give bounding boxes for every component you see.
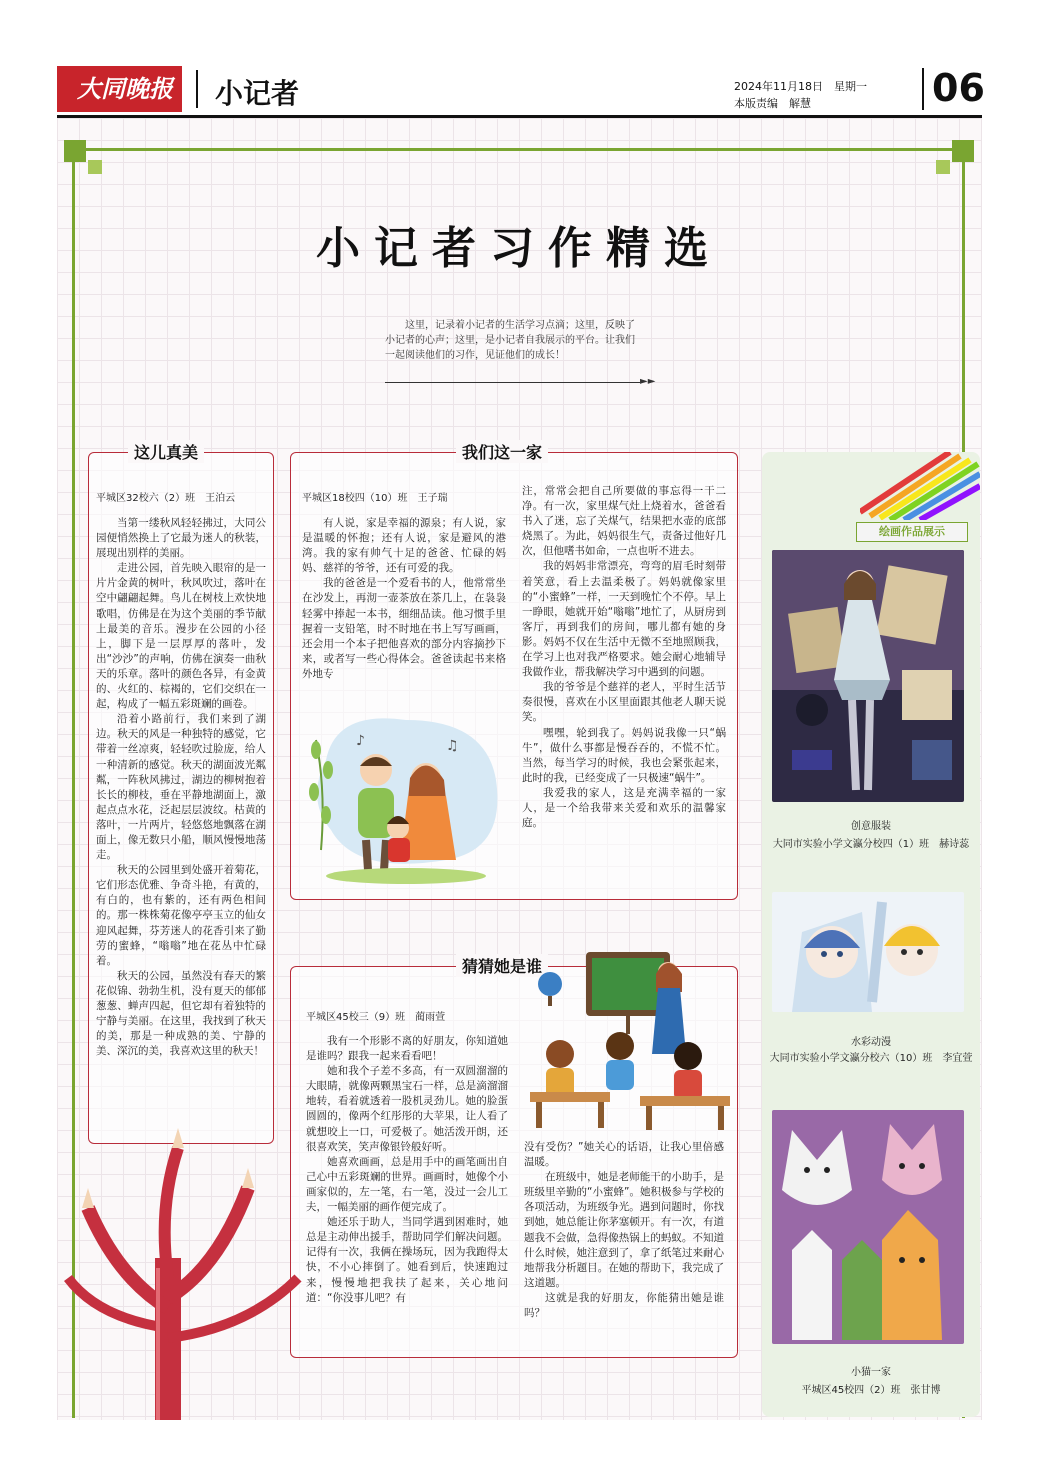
- page-title: 小记者习作精选: [316, 223, 722, 274]
- intro-rule: [385, 382, 640, 383]
- arrow-icon: ►►: [640, 376, 656, 387]
- artwork-title: 创意服装: [851, 821, 891, 832]
- family-illustration: [296, 700, 514, 890]
- paragraph: 沿着小路前行，我们来到了湖边。秋天的风是一种独特的感觉，它带着一丝凉爽，轻轻吹过脸庞，给人一种清新的感觉。秋天的湖面波光粼粼，一阵秋风拂过，湖边的柳树抱着长长的柳枝，垂在平静地湖面上，激起点点水花，泛起层层波纹。枯黄的落叶，一片两片，轻悠悠地飘落在湖面上，像无数只小船，顺风慢慢地荡走。: [96, 713, 266, 862]
- paragraph: 秋天的公园，虽然没有春天的繁花似锦、勃勃生机，没有夏天的郁郁葱葱、蝉声四起，但它却有着独特的宁静与美丽。在这里，我找到了秋天的美，那是一种成熟的美、宁静的美、深沉的美，我喜欢这里的秋天！: [96, 969, 266, 1058]
- artwork-title: 水彩动漫: [851, 1037, 891, 1048]
- article-byline: 平城区32校六（2）班 王泊云: [96, 493, 236, 504]
- paint-stripes-decoration: [860, 452, 980, 520]
- artwork-author: 大同市实验小学文瀛分校四（1）班 赫诗蕊: [772, 839, 970, 850]
- article-byline: 平城区45校三（9）班 蔺雨萱: [306, 1012, 446, 1023]
- section-name: 小记者: [215, 77, 300, 110]
- artwork-title: 小猫一家: [851, 1367, 891, 1378]
- article-body-column: [524, 1140, 724, 1321]
- svg-text:♪: ♪: [356, 733, 365, 749]
- intro-text: 这里，记录着小记者的生活学习点滴；这里，反映了小记者的心声；这里，是小记者自我展示的平台。让我们一起阅读他们的习作，见证他们的成长！: [385, 320, 635, 361]
- paragraph: 我的爷爷是个慈祥的老人，平时生活节奏很慢，喜欢在小区里面跟其他老人聊天说笑。: [522, 681, 726, 724]
- corner-square: [64, 140, 86, 162]
- article-body-column: [302, 516, 506, 682]
- artwork-author: 大同市实验小学文瀛分校六（10）班 李宜萱: [769, 1053, 973, 1064]
- paragraph: 嘿嘿，轮到我了。妈妈说我像一只“蜗牛”，做什么事都是慢吞吞的，不慌不忙。当然，每当学习的时候，我也会紧张起来，此时的我，已经变成了一只极速“蜗牛”。: [522, 726, 726, 784]
- paragraph: 没有受伤？”她关心的话语，让我心里倍感温暖。: [524, 1141, 724, 1169]
- paragraph: 这就是我的好朋友，你能猜出她是谁吗？: [524, 1291, 724, 1320]
- anime-artwork: [772, 892, 964, 1012]
- masthead-divider: [196, 70, 198, 108]
- page-number-divider: [922, 68, 924, 110]
- paragraph: 在班级中，她是老师能干的小助手，是班级里辛勤的“小蜜蜂”。她积极参与学校的各项活动，为班级争光。遇到问题时，你找到她，她总能让你茅塞顿开。有一次，有道题我不会做，急得像热锅上的蚂蚁。不知道什么时候，她注意到了，拿了纸笔过来耐心地帮我分析题目。在她的帮助下，我完成了这道题。: [524, 1171, 724, 1289]
- paragraph: 我的爸爸是一个爱看书的人，他常常坐在沙发上，再沏一壶茶放在茶几上，在袅袅轻雾中捧起一本书，细细品读。他习惯手里握着一支铅笔，时不时地在书上写写画画，还会用一个本子把他喜欢的部分内容摘抄下来，或者写一些心得体会。爸爸读起书来格外地专: [302, 577, 506, 680]
- article-title: 猜猜她是谁: [456, 954, 548, 977]
- paragraph: 她还乐于助人，当同学遇到困难时，她总是主动伸出援手，帮助同学们解决问题。记得有一次，我俩在操场玩，因为我跑得太快，不小心摔倒了。她看到后，快速跑过来，慢慢地把我扶了起来，关心地问道：“你没事儿吧？有: [306, 1216, 508, 1304]
- paragraph: 秋天的公园里到处盛开着菊花，它们形态优雅、争奇斗艳，有黄的，有白的，也有紫的，还有两色相间的。那一株株菊花像亭亭玉立的仙女迎风起舞，芬芳迷人的花香引来了勤劳的蜜蜂，“嗡嗡”地在花丛中忙碌着。: [96, 864, 266, 967]
- paragraph: 她喜欢画画，总是用手中的画笔画出自己心中五彩斑斓的世界。画画时，她像个小画家似的，左一笔，右一笔，没过一会儿工夫，一幅美丽的画作便完成了。: [306, 1155, 508, 1214]
- paragraph: 我有一个形影不离的好朋友，你知道她是谁吗？跟我一起来看看吧！: [306, 1035, 508, 1063]
- article-body-column: [522, 484, 726, 831]
- classroom-illustration: [520, 944, 746, 1134]
- paragraph: 注，常常会把自己所要做的事忘得一干二净。有一次，家里煤气灶上烧着水，爸爸看书入了迷，忘了关煤气，结果把水壶的底部烧黑了。为此，妈妈很生气，责备过他好几次，但他嗜书如命，一点也听不进去。: [522, 485, 726, 558]
- article-body: [96, 516, 266, 1059]
- newspaper-logo: 大同晚报: [57, 66, 182, 112]
- paragraph: 我爱我的家人，这是充满幸福的一家人，是一个给我带来关爱和欢乐的温馨家庭。: [522, 786, 726, 830]
- cat-family-artwork: [772, 1110, 964, 1344]
- article-body-column: [306, 1034, 508, 1306]
- sidebar-label: 绘画作品展示: [856, 522, 968, 542]
- corner-square: [88, 160, 102, 174]
- corner-square: [952, 140, 974, 162]
- page-editor: 本版责编 解慧: [734, 97, 811, 110]
- svg-text:♫: ♫: [446, 738, 459, 754]
- pencil-tree-decoration: [58, 1128, 310, 1420]
- article-title: 我们这一家: [456, 440, 548, 463]
- article-title: 这儿真美: [128, 440, 204, 463]
- corner-square: [936, 160, 950, 174]
- article-byline: 平城区18校四（10）班 王子瑞: [302, 493, 448, 504]
- paragraph: 她和我个子差不多高，有一双圆溜溜的大眼睛，就像两颗黑宝石一样，总是滴溜溜地转，看着就透着一股机灵劲儿。她的脸蛋圆圆的，像两个红彤彤的大苹果，让人看了就想咬上一口，可爱极了。她活泼开朗，还很喜欢笑，笑声像银铃般好听。: [306, 1065, 508, 1153]
- paragraph: 当第一缕秋风轻轻拂过，大同公园便悄然换上了它最为迷人的秋装，展现出别样的美丽。: [96, 517, 266, 560]
- paragraph: 走进公园，首先映入眼帘的是一片片金黄的树叶，秋风吹过，落叶在空中翩翩起舞。鸟儿在树枝上欢快地歌唱，仿佛是在为这个美丽的季节献上最美的音乐。漫步在公园的小径上，脚下是一层厚厚的落叶，发出“沙沙”的声响，仿佛在演奏一曲秋天的乐章。落叶的颜色各异，有金黄的、火红的、棕褐的，它们交织在一起，构成了一幅五彩斑斓的画卷。: [96, 562, 266, 711]
- paragraph: 我的妈妈非常漂亮，弯弯的眉毛时刻带着笑意，看上去温柔极了。妈妈就像家里的“小蜜蜂”一样，一天到晚忙个不停。早上一睁眼，她就开始“嗡嗡”地忙了，从厨房到客厅，再到我们的房间，哪儿都有她的身影。妈妈不仅在生活中无微不至地照顾我，在学习上也对我严格要求。她会耐心地辅导我做作业，帮我解决学习中遇到的问题。: [522, 560, 726, 679]
- page-number: 06: [932, 66, 985, 110]
- paragraph: 有人说，家是幸福的源泉；有人说，家是温暖的怀抱；还有人说，家是避风的港湾。我的家有帅气十足的爸爸、忙碌的妈妈、慈祥的爷爷，还有可爱的我。: [302, 517, 506, 575]
- artwork-author: 平城区45校四（2）班 张甘博: [801, 1385, 941, 1396]
- fashion-artwork: [772, 550, 964, 802]
- issue-date: 2024年11月18日 星期一: [734, 80, 867, 93]
